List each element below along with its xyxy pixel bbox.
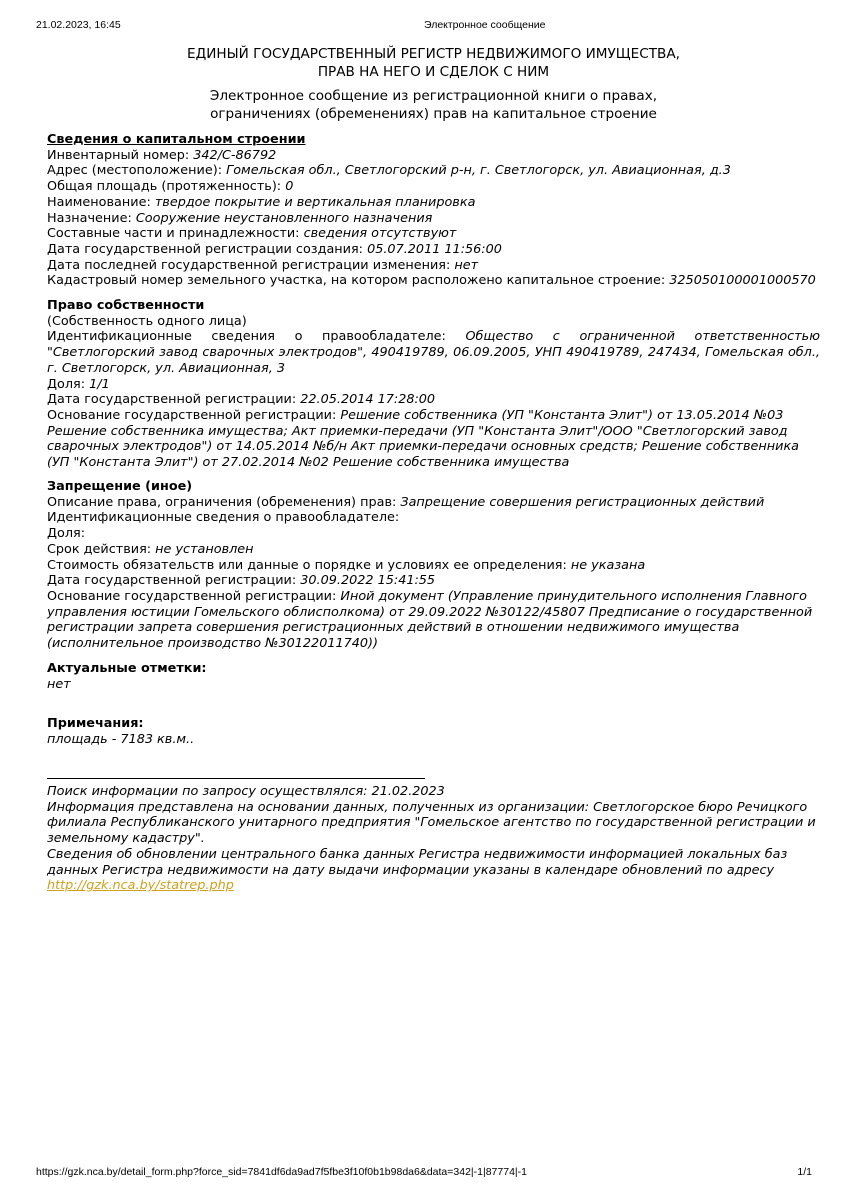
field-reg-basis: Основание государственной регистрации: Решение собственника (УП "Константа Элит") от 13.05.2014 №03 Решение собственника имущества; Акт приемки-передачи (УП "Константа Элит"/ООО "Светлогорский завод сварочных электродов") от 14.05.2014 №б/н Акт приемки-передачи основных средств; Решение собственника (УП "Константа Элит") от 27.02.2014 №02 Решение собственника имущества (47, 407, 800, 471)
section-heading: Примечания: (47, 716, 144, 731)
print-header (36, 19, 812, 33)
field-share: Доля: (47, 526, 86, 542)
search-date-line: Поиск информации по запросу осуществлялся: 21.02.2023 (47, 784, 445, 799)
field-components: Составные части и принадлежности: сведения отсутствуют (47, 226, 457, 242)
update-info-line: Сведения об обновлении центрального банка данных Регистра недвижимости информацией локальных баз данных Регистра недвижимости на дату выдачи информации указаны в календаре обновлений по адресу (47, 846, 788, 878)
notes-value: площадь - 7183 кв.м.. (47, 731, 195, 747)
register-title-line1: ЕДИНЫЙ ГОСУДАРСТВЕННЫЙ РЕГИСТР НЕДВИЖИМОГО ИМУЩЕСТВА, (186, 46, 681, 62)
section-heading: Право собственности (47, 298, 205, 313)
section-ownership (47, 298, 820, 471)
field-last-change-reg-date: Дата последней государственной регистрации изменения: нет (47, 257, 479, 273)
section-heading: Сведения о капитальном строении (47, 132, 306, 147)
section-prohibition (47, 479, 820, 652)
field-inventory-number: Инвентарный номер: 342/С-86792 (47, 147, 277, 163)
field-cadastral-number: Кадастровый номер земельного участка, на котором расположено капитальное строение: 325050100001000570 (47, 273, 816, 289)
print-doc-name: Электронное сообщение (424, 19, 546, 31)
field-right-description: Описание права, ограничения (обременения) прав: Запрещение совершения регистрационных действий (47, 494, 765, 510)
field-state-reg-date: Дата государственной регистрации: 22.05.2014 17:28:00 (47, 392, 436, 408)
divider-line (47, 778, 425, 779)
field-rightholder-id: Идентификационные сведения о правообладателе: (47, 510, 400, 526)
section-actual-marks (47, 661, 820, 692)
message-subtitle (47, 87, 820, 123)
field-obligation-value: Стоимость обязательств или данные о порядке и условиях ее определения: не указана (47, 557, 646, 573)
message-subtitle-line1: Электронное сообщение из регистрационной книги о правах, (209, 88, 658, 104)
register-title (47, 45, 820, 81)
field-total-area: Общая площадь (протяженность): 0 (47, 179, 294, 195)
field-rightholder-id: Идентификационные сведения о правообладателе: Общество с ограниченной ответственностью "Светлогорский завод сварочных электродов", 490419789, 06.09.2005, УНП 490419789, 247434, Гомельская обл., г. Светлогорск, ул. Авиационная, 3 (47, 329, 820, 376)
statrep-link[interactable]: http://gzk.nca.by/statrep.php (47, 878, 234, 894)
print-footer (36, 1166, 812, 1180)
field-purpose: Назначение: Сооружение неустановленного назначения (47, 210, 433, 226)
message-subtitle-line2: ограничениях (обременениях) прав на капитальное строение (210, 106, 657, 122)
field-state-reg-date: Дата государственной регистрации: 30.09.2022 15:41:55 (47, 573, 436, 589)
print-source-url: https://gzk.nca.by/detail_form.php?force_sid=7841df6da9ad7f5fbe3f10f0b1b98da6&data=342|-1|87774|-1 (36, 1166, 527, 1178)
info-source-line: Информация представлена на основании данных, полученных из организации: Светлогорское бюро Речицкого филиала Республиканского унитарного предприятия "Гомельское агентство по государственной регистрации и земельному кадастру". (47, 799, 816, 847)
field-share: Доля: 1/1 (47, 376, 110, 392)
field-validity-period: Срок действия: не установлен (47, 541, 254, 557)
section-capital-structure (47, 132, 820, 289)
section-notes (47, 716, 820, 747)
print-page-number: 1/1 (797, 1166, 812, 1178)
field-name: Наименование: твердое покрытие и вертикальная планировка (47, 194, 476, 210)
section-heading: Запрещение (иное) (47, 479, 193, 494)
print-datetime: 21.02.2023, 16:45 (36, 19, 121, 31)
section-heading: Актуальные отметки: (47, 661, 207, 676)
ownership-type: (Собственность одного лица) (47, 313, 247, 329)
register-title-line2: ПРАВ НА НЕГО И СДЕЛОК С НИМ (317, 64, 550, 80)
footer-note (47, 775, 820, 894)
actual-marks-value: нет (47, 676, 71, 692)
field-creation-reg-date: Дата государственной регистрации создания: 05.07.2011 11:56:00 (47, 241, 502, 257)
field-reg-basis: Основание государственной регистрации: Иной документ (Управление принудительного исполнения Главного управления юстиции Гомельского облисполкома) от 29.09.2022 №30122/45807 Предписание о государственной регистрации запрета совершения регистрационных действий в отношении недвижимого имущества (исполнительное производство №30122011740)) (47, 588, 813, 652)
field-address: Адрес (местоположение): Гомельская обл., Светлогорский р-н, г. Светлогорск, ул. Авиационная, д.3 (47, 163, 731, 179)
